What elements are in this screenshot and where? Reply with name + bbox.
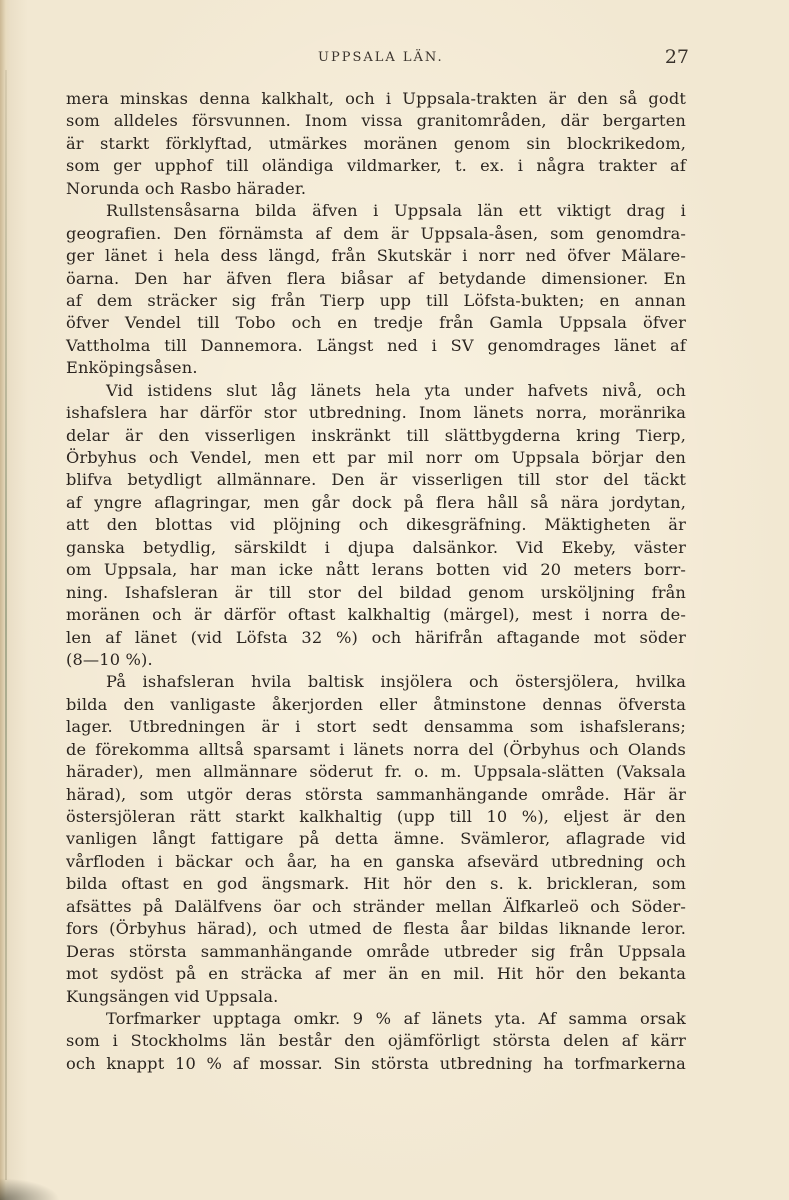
text-line: ning. Ishafsleran är till stor del bildad genom ursköljning från xyxy=(66,582,686,602)
text-line: östersjöleran rätt starkt kalkhaltig (upp till 10 %), eljest är den xyxy=(66,807,686,826)
page-binding-shadow xyxy=(5,70,7,1180)
text-line: vårfloden i bäckar och åar, ha en ganska afsevärd utbredning och xyxy=(66,851,686,871)
text-line: öarna. Den har äfven flera biåsar af betydande dimensioner. En xyxy=(66,268,686,288)
text-line: om Uppsala, har man icke nått lerans botten vid 20 meters borr- xyxy=(66,560,686,580)
text-line: härad), som utgör deras största sammanhängande område. Här är xyxy=(66,784,686,804)
text-line: öfver Vendel till Tobo och en tredje från Gamla Uppsala öfver xyxy=(66,313,686,333)
text-line: mera minskas denna kalkhalt, och i Uppsala-trakten är den så godt xyxy=(66,89,686,108)
text-line: ganska betydlig, särskildt i djupa dalsänkor. Vid Ekeby, väster xyxy=(66,537,686,557)
text-line: Vid istidens slut låg länets hela yta under hafvets nivå, och xyxy=(106,380,686,400)
text-line: ishafslera har därför stor utbredning. Inom länets norra, moränrika xyxy=(66,403,686,423)
text-line: är starkt förklyftad, utmärkes moränen genom sin blockrikedom, xyxy=(66,133,686,153)
text-line: Örbyhus och Vendel, men ett par mil norr om Uppsala börjar den xyxy=(66,448,686,467)
text-line: Deras största sammanhängande område utbreder sig från Uppsala xyxy=(66,941,686,961)
text-line: afsättes på Dalälfvens öar och stränder mellan Älfkarleö och Söder- xyxy=(66,896,686,916)
text-line: Norunda och Rasbo härader. xyxy=(66,178,307,198)
text-line: Rullstensåsarna bilda äfven i Uppsala län ett viktigt drag i xyxy=(106,201,686,221)
text-line: mot sydöst på en sträcka af mer än en mil. Hit hör den bekanta xyxy=(66,964,686,984)
text-line: (8—10 %). xyxy=(66,649,153,669)
page-stain xyxy=(0,1178,60,1200)
text-line: bilda den vanligaste åkerjorden eller åtminstone dennas öfversta xyxy=(66,694,686,714)
text-line: geografien. Den förnämsta af dem är Uppsala-åsen, som genomdra- xyxy=(66,223,686,243)
text-line: delar är den visserligen inskränkt till slättbygderna kring Tierp, xyxy=(66,425,686,445)
text-line: att den blottas vid plöjning och dikesgräfning. Mäktigheten är xyxy=(66,515,686,535)
text-line: fors (Örbyhus härad), och utmed de flesta åar bildas liknande leror. xyxy=(66,919,686,939)
text-line: Kungsängen vid Uppsala. xyxy=(66,986,279,1006)
page-number: 27 xyxy=(664,46,689,68)
text-line: de förekomma alltså sparsamt i länets norra del (Örbyhus och Olands xyxy=(66,739,686,759)
text-line: Vattholma till Dannemora. Längst ned i SV genomdrages länet af xyxy=(66,335,686,355)
text-line: På ishafsleran hvila baltisk insjölera och östersjölera, hvilka xyxy=(106,672,686,692)
text-line: som i Stockholms län består den ojämförligt största delen af kärr xyxy=(66,1031,686,1051)
body-text xyxy=(66,88,686,1075)
text-line: lager. Utbredningen är i stort sedt densamma som ishafslerans; xyxy=(66,717,686,737)
text-line: af yngre aflagringar, men går dock på flera håll så nära jordytan, xyxy=(66,492,686,512)
running-header xyxy=(0,46,789,70)
running-title: UPPSALA LÄN. xyxy=(318,50,444,65)
text-line: ger länet i hela dess längd, från Skutskär i norr ned öfver Mälare- xyxy=(66,246,686,266)
text-line: bilda oftast en god ängsmark. Hit hör den s. k. brickleran, som xyxy=(66,874,686,894)
text-line: moränen och är därför oftast kalkhaltig (märgel), mest i norra de- xyxy=(66,605,686,625)
text-line: som alldeles försvunnen. Inom vissa granitområden, där bergarten xyxy=(66,111,686,131)
text-line: Enköpingsåsen. xyxy=(66,358,198,378)
text-line: vanligen långt fattigare på detta ämne. Svämleror, aflagrade vid xyxy=(66,829,686,849)
text-line: Torfmarker upptaga omkr. 9 % af länets yta. Af samma orsak xyxy=(106,1008,686,1028)
text-line: härader), men allmännare söderut fr. o. m. Uppsala-slätten (Vaksala xyxy=(66,762,686,782)
text-line: af dem sträcker sig från Tierp upp till Löfsta-bukten; en annan xyxy=(66,290,686,310)
text-line: som ger upphof till oländiga vildmarker, t. ex. i några trakter af xyxy=(66,156,686,176)
text-line: len af länet (vid Löfsta 32 %) och härifrån aftagande mot söder xyxy=(66,627,686,647)
text-line: och knappt 10 % af mossar. Sin största utbredning ha torfmarkerna xyxy=(66,1053,686,1073)
text-line: blifva betydligt allmännare. Den är visserligen till stor del täckt xyxy=(66,470,686,490)
